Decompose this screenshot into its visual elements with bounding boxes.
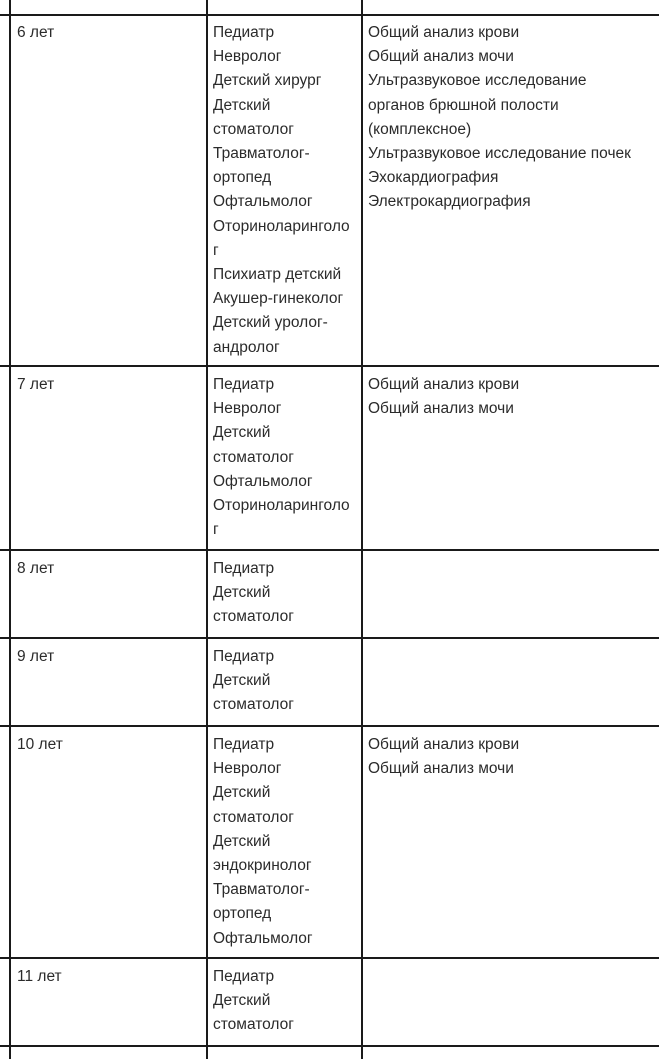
specialist: стоматолог	[213, 120, 294, 138]
specialist: Травматолог-	[213, 881, 310, 899]
specialist: Детский	[213, 96, 271, 114]
specialist: Травматолог-	[213, 145, 310, 163]
test: Электрокардиография	[368, 193, 531, 211]
specialist: Психиатр детский	[213, 266, 342, 284]
test: Общий анализ мочи	[368, 48, 514, 66]
specialist: Детский уролог-	[213, 314, 328, 332]
row-divider	[0, 725, 659, 727]
row-divider	[0, 637, 659, 639]
specialist: Педиатр	[213, 560, 275, 577]
specialist: Офтальмолог	[213, 929, 313, 947]
table-border-left	[9, 0, 11, 1059]
age-cell: 10 лет	[17, 736, 63, 753]
tests-cell	[368, 373, 519, 421]
specialist: Детский	[213, 672, 271, 690]
specialist: Детский	[213, 832, 271, 850]
specialist: стоматолог	[213, 696, 294, 714]
specialist: Оториноларинголо	[213, 497, 350, 515]
specialist: стоматолог	[213, 1016, 294, 1034]
specialist: стоматолог	[213, 448, 294, 466]
specialist: Детский хирург	[213, 72, 322, 90]
specialist: Оториноларинголо	[213, 217, 350, 235]
specialist: Невролог	[213, 760, 282, 778]
test: (комплексное)	[368, 120, 472, 138]
specialist: Педиатр	[213, 376, 275, 393]
specialist: Детский	[213, 784, 271, 802]
specialist: Педиатр	[213, 968, 275, 985]
specialist: Акушер-гинеколог	[213, 290, 344, 308]
test: Общий анализ мочи	[368, 400, 514, 418]
specialists-cell	[213, 733, 313, 951]
specialist: г	[213, 521, 219, 539]
column-divider-1	[206, 0, 208, 1059]
specialist: ортопед	[213, 169, 272, 187]
specialist: Педиатр	[213, 648, 275, 665]
specialist: стоматолог	[213, 808, 294, 826]
age-cell: 11 лет	[17, 968, 62, 985]
specialist: Невролог	[213, 400, 282, 418]
row-divider	[0, 957, 659, 959]
specialists-cell	[213, 557, 294, 630]
specialist: Офтальмолог	[213, 472, 313, 490]
test: Общий анализ крови	[368, 376, 520, 393]
test: Общий анализ мочи	[368, 760, 514, 778]
specialist: эндокринолог	[213, 857, 312, 875]
test: органов брюшной полости	[368, 96, 559, 114]
row-divider	[0, 1045, 659, 1047]
test: Общий анализ крови	[368, 736, 520, 753]
age-cell: 8 лет	[17, 560, 55, 577]
specialists-cell	[213, 373, 350, 542]
specialist: ортопед	[213, 905, 272, 923]
age-cell: 9 лет	[17, 648, 55, 665]
specialist: Детский	[213, 992, 271, 1010]
row-divider	[0, 549, 659, 551]
specialist: Педиатр	[213, 24, 275, 41]
test: Ультразвуковое исследование почек	[368, 145, 631, 163]
tests-cell	[368, 733, 519, 781]
age-cell: 7 лет	[17, 376, 55, 393]
specialists-cell	[213, 21, 350, 360]
specialist: Невролог	[213, 48, 282, 66]
specialist: Педиатр	[213, 736, 275, 753]
specialist: андролог	[213, 338, 280, 356]
row-divider	[0, 365, 659, 367]
age-cell: 6 лет	[17, 24, 55, 41]
specialist: Офтальмолог	[213, 193, 313, 211]
specialist: Детский	[213, 584, 271, 602]
specialist: стоматолог	[213, 608, 294, 626]
specialist: г	[213, 241, 219, 259]
specialist: Детский	[213, 424, 271, 442]
specialists-cell	[213, 645, 294, 718]
test: Ультразвуковое исследование	[368, 72, 587, 90]
column-divider-2	[361, 0, 363, 1059]
test: Эхокардиография	[368, 169, 499, 187]
test: Общий анализ крови	[368, 24, 520, 41]
tests-cell	[368, 21, 631, 215]
specialists-cell	[213, 965, 294, 1038]
row-divider	[0, 14, 659, 16]
